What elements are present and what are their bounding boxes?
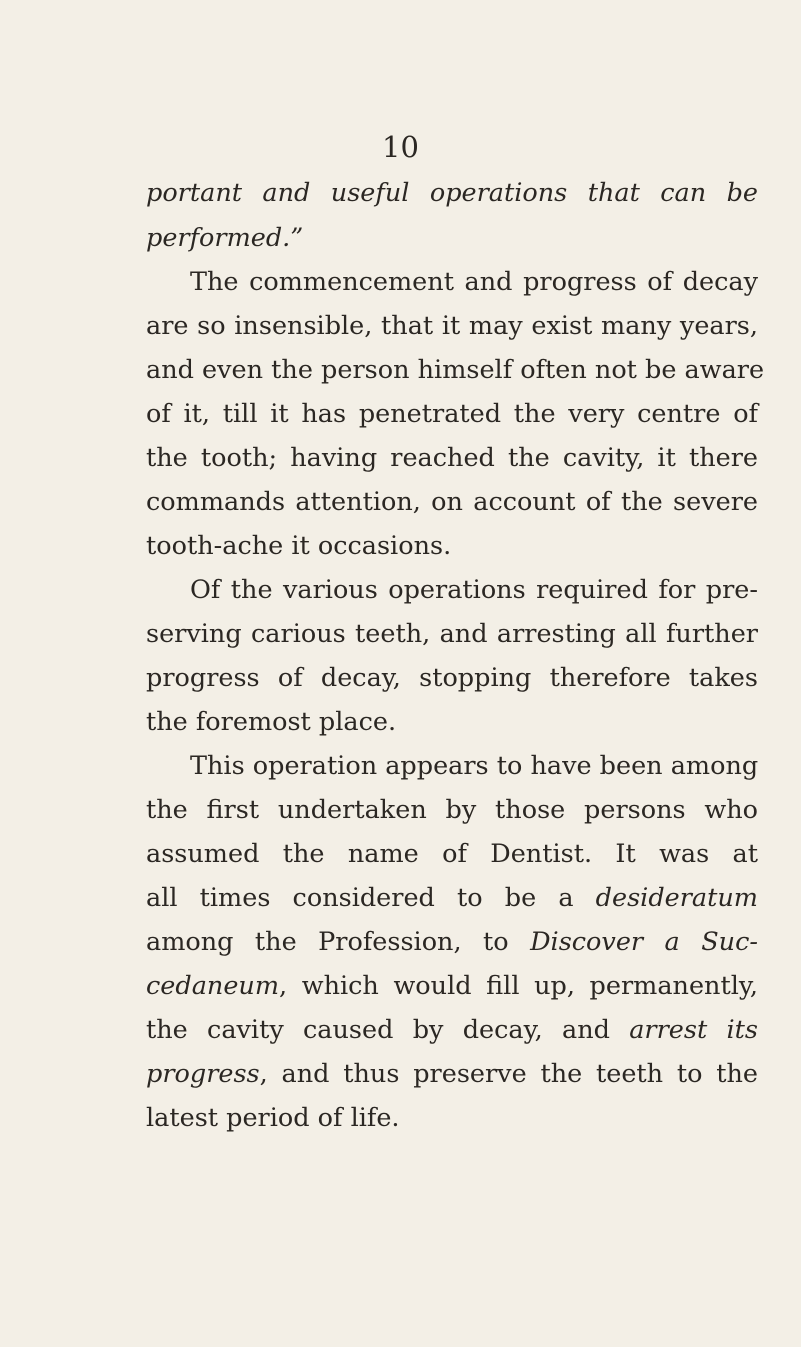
text-line: performed.” xyxy=(146,223,304,253)
text-line: and even the person himself often not be aware xyxy=(146,355,765,385)
paragraph-start-line: Of the various operations required for pre- xyxy=(190,575,758,605)
text-line: the cavity caused by decay, and arrest its xyxy=(146,1015,758,1045)
text-line: progress of decay, stopping therefore takes xyxy=(146,663,758,693)
text-line: all times considered to be a desideratum xyxy=(146,883,758,913)
text-line: portant and useful operations that can be xyxy=(146,178,758,208)
text-line: serving carious teeth, and arresting all further xyxy=(146,619,758,649)
text-line: assumed the name of Dentist. It was at xyxy=(146,839,758,869)
text-line: the first undertaken by those persons who xyxy=(146,795,758,825)
text-line: the tooth; having reached the cavity, it there xyxy=(146,443,758,473)
text-line: are so insensible, that it may exist many years, xyxy=(146,311,758,341)
page-number: 10 xyxy=(382,130,419,164)
text-line: commands attention, on account of the severe xyxy=(146,487,758,517)
text-line: latest period of life. xyxy=(146,1103,400,1133)
text-line: cedaneum, which would fill up, permanently, xyxy=(146,971,758,1001)
paragraph-start-line: This operation appears to have been among xyxy=(190,751,759,781)
text-line: progress, and thus preserve the teeth to the xyxy=(146,1059,758,1089)
text-line: among the Profession, to Discover a Suc- xyxy=(146,927,758,957)
text-line: of it, till it has penetrated the very centre of xyxy=(146,399,758,429)
text-line: tooth-ache it occasions. xyxy=(146,531,452,561)
paragraph-start-line: The commencement and progress of decay xyxy=(190,267,758,297)
text-line: the foremost place. xyxy=(146,707,397,737)
